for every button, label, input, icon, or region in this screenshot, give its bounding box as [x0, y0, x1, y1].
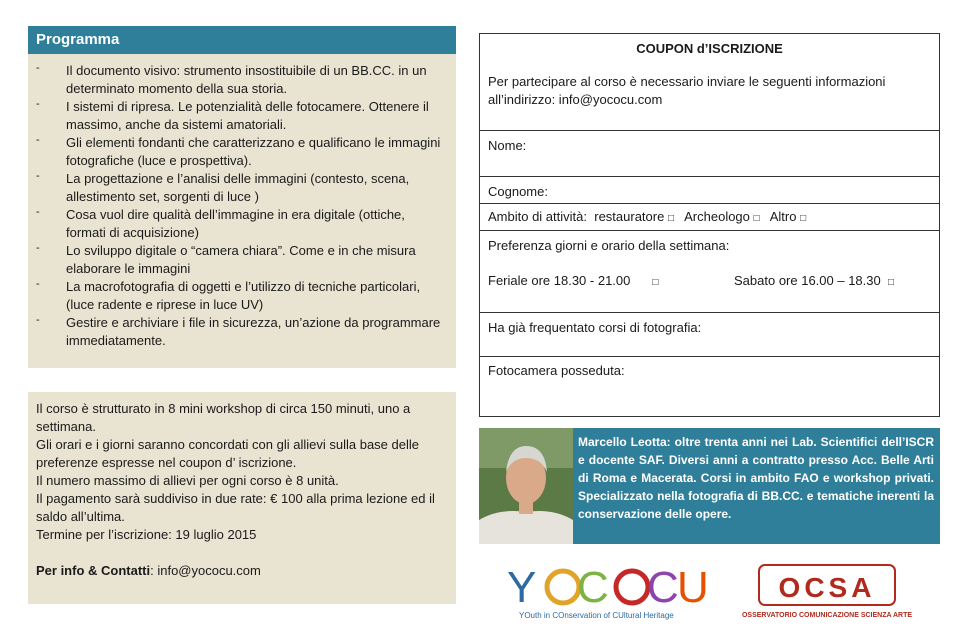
list-item-text: Lo sviluppo digitale o “camera chiara”. Come e in che misura elaborare le immagini [66, 243, 416, 276]
preferenza-label: Preferenza giorni e orario della settimana: [488, 238, 730, 253]
list-item [36, 134, 448, 170]
option-altro[interactable] [770, 209, 806, 224]
course-info [28, 392, 456, 604]
list-item [36, 242, 448, 278]
list-item-text: Gli elementi fondanti che caratterizzano e qualificano le immagini fotografiche (luce e prospettiva). [66, 135, 441, 168]
yococu-logo [505, 560, 710, 622]
fotocamera-label: Fotocamera posseduta: [488, 363, 625, 378]
coupon-title: COUPON d’ISCRIZIONE [636, 41, 783, 56]
option-label: Altro [769, 209, 797, 224]
nome-label: Nome: [488, 138, 527, 153]
yococu-subtitle: YOuth in COnservation of CUltural Heritage [519, 611, 674, 620]
bullet-dash: - [36, 278, 40, 290]
list-item-text: La progettazione e l’analisi delle immagini (contesto, scena, allestimento set, sorgenti di luce ) [66, 171, 410, 204]
course-schedule: Gli orari e i giorni saranno concordati con gli allievi sulla base delle preferenze espresse nel coupon d’ iscrizione. [36, 437, 419, 470]
ambito-row [480, 204, 939, 231]
list-item-text: Gestire e archiviare i file in sicurezza, un’azione da programmare immediatamente. [66, 315, 441, 348]
list-item [36, 62, 448, 98]
list-item [36, 314, 448, 350]
list-item-text: Cosa vuol dire qualità dell’immagine in era digitale (ottiche, formati di acquisizione) [66, 207, 405, 240]
coupon-intro: Per partecipare al corso è necessario inviare le seguenti informazioni all’indirizzo: info@yococu.com [488, 74, 886, 107]
bio-text: Marcello Leotta: oltre trenta anni nei Lab. Scientifici dell’ISCR e docente SAF. Diversi anni a contratto presso Acc. Belle Arti di Roma e Macerata. Corsi in ambito FAO e workshop privati. Specializzato nella fotografia di BB.CC. e tematiche inerenti la conservazione delle opere. [578, 435, 934, 521]
checkbox-icon[interactable]: □ [887, 277, 895, 288]
instructor-bio [479, 428, 940, 544]
cognome-field[interactable] [480, 177, 939, 204]
course-capacity: Il numero massimo di allievi per ogni corso è 8 unità. [36, 473, 339, 488]
bullet-dash: - [36, 170, 40, 182]
checkbox-icon[interactable]: □ [652, 277, 659, 288]
option-label: Feriale ore 18.30 - 21.00 [488, 273, 631, 288]
checkbox-icon[interactable]: □ [800, 213, 807, 224]
instructor-photo [479, 428, 573, 544]
list-item-text: Il documento visivo: strumento insostituibile di un BB.CC. in un determinato momento della sua storia. [66, 63, 427, 96]
logo-letter-u: U [677, 563, 709, 612]
logo-letter-y: Y [507, 563, 537, 612]
bullet-dash: - [36, 242, 40, 254]
option-sabato[interactable] [734, 272, 894, 292]
option-label: Archeologo [684, 209, 750, 224]
contact-line [36, 562, 448, 580]
course-deadline: Termine per l’iscrizione: 19 luglio 2015 [36, 527, 257, 542]
list-item [36, 170, 448, 206]
checkbox-icon[interactable]: □ [753, 213, 760, 224]
course-structure: Il corso è strutturato in 8 mini workshop di circa 150 minuti, uno a settimana. [36, 401, 411, 434]
logo-letter-c2: C [647, 563, 679, 612]
frequentato-label: Ha già frequentato corsi di fotografia: [488, 320, 702, 335]
list-item-text: I sistemi di ripresa. Le potenzialità delle fotocamere. Ottenere il massimo, anche da sistemi amatoriali. [66, 99, 429, 132]
coupon-form [479, 33, 940, 417]
ambito-label: Ambito di attività: [488, 209, 587, 224]
programma-list [28, 54, 456, 368]
logo-letter-c: C [577, 563, 609, 612]
option-archeologo[interactable] [684, 209, 759, 224]
option-restauratore[interactable] [594, 209, 674, 224]
cognome-label: Cognome: [488, 184, 548, 199]
frequentato-field[interactable] [480, 313, 939, 357]
option-label: restauratore [594, 209, 665, 224]
ocsa-title: OCSA [778, 572, 876, 603]
bullet-dash: - [36, 62, 40, 74]
list-item [36, 278, 448, 314]
bullet-dash: - [36, 134, 40, 146]
coupon-intro-row [480, 34, 939, 131]
list-item [36, 98, 448, 134]
option-label: Sabato ore 16.00 – 18.30 [734, 273, 881, 288]
ocsa-subtitle: OSSERVATORIO COMUNICAZIONE SCIENZA ARTE [741, 612, 913, 619]
course-payment: Il pagamento sarà suddiviso in due rate: € 100 alla prima lezione ed il saldo all’ultima. [36, 491, 435, 524]
ocsa-logo [741, 563, 913, 623]
list-item [36, 206, 448, 242]
bullet-dash: - [36, 98, 40, 110]
bullet-dash: - [36, 206, 40, 218]
nome-field[interactable] [480, 131, 939, 177]
bullet-dash: - [36, 314, 40, 326]
contact-email[interactable]: : info@yococu.com [150, 563, 261, 578]
option-feriale[interactable] [488, 272, 658, 292]
fotocamera-field[interactable] [480, 357, 939, 417]
contact-label: Per info & Contatti [36, 563, 151, 578]
preferenza-row [480, 231, 939, 313]
checkbox-icon[interactable]: □ [667, 213, 674, 224]
programma-header: Programma [28, 26, 456, 54]
list-item-text: La macrofotografia di oggetti e l’utilizzo di tecniche particolari, (luce radente e riprese in luce UV) [66, 279, 421, 312]
